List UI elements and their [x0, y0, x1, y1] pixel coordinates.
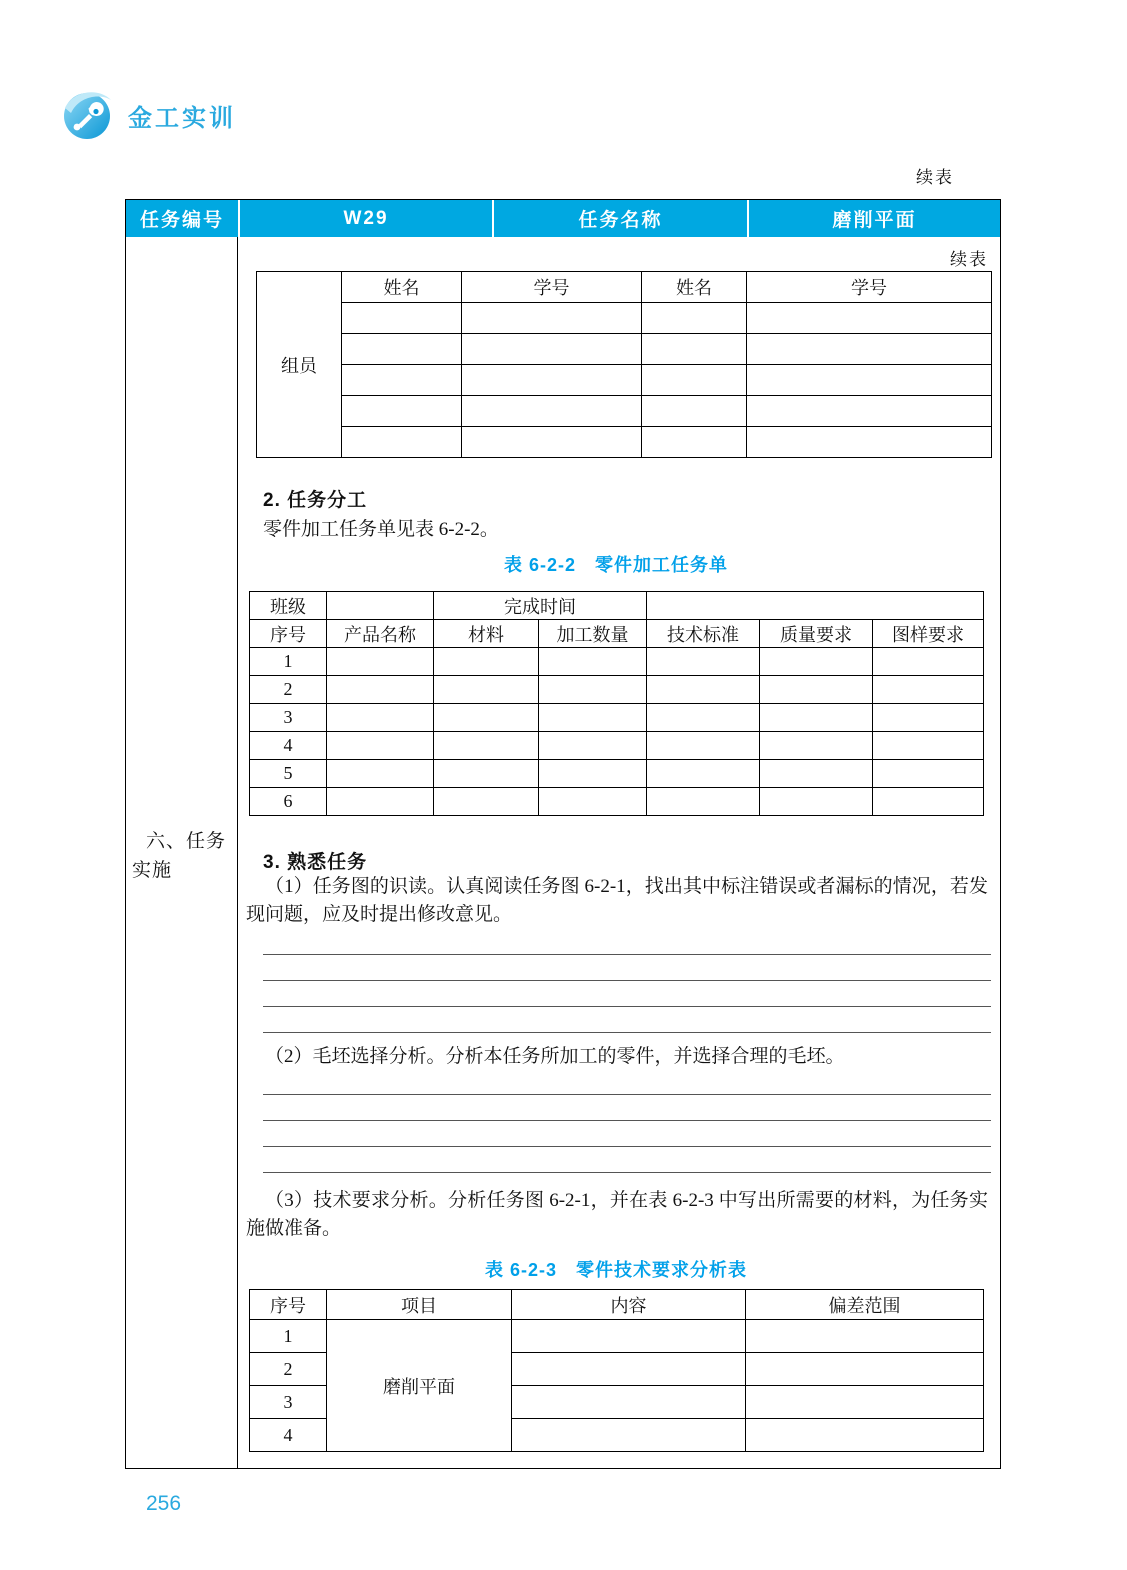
continued-table-label-top: 续表: [916, 168, 954, 187]
blank-cell: [512, 1419, 746, 1452]
paragraph-1: （1）任务图的识读。认真阅读任务图 6-2-1，找出其中标注错误或者漏标的情况，若发现问题，应及时提出修改意见。: [246, 876, 988, 925]
col-header: 序号: [250, 620, 327, 648]
answer-lines-1: [263, 929, 991, 1033]
write-line: [263, 1069, 991, 1095]
write-line: [263, 955, 991, 981]
table-row: [250, 732, 984, 760]
answer-lines-2: [263, 1069, 991, 1173]
blank-cell: [512, 1353, 746, 1386]
members-blank-row: [257, 365, 992, 396]
members-blank-row: [257, 303, 992, 334]
col-header: 技术标准: [647, 620, 760, 648]
members-blank-row: [257, 427, 992, 458]
row-number: 6: [250, 788, 327, 816]
logo-text: 金工实训: [128, 104, 236, 132]
blank-cell: [747, 365, 992, 396]
blank-cell: [342, 303, 462, 334]
blank-cell: [434, 760, 539, 788]
tech-requirements-table: [249, 1289, 984, 1452]
blank-cell: [327, 760, 434, 788]
blank-cell: [747, 334, 992, 365]
blank-cell: [434, 704, 539, 732]
row-number: 1: [250, 1320, 327, 1353]
blank-cell: [434, 732, 539, 760]
blank-cell: [434, 788, 539, 816]
task-sheet-body: [126, 237, 1000, 1468]
section-2-text: 零件加工任务单见表 6-2-2。: [263, 519, 499, 540]
blank-cell: [327, 704, 434, 732]
table-6-2-2-title: 表 6-2-2 零件加工任务单: [503, 555, 729, 575]
blank-cell: [539, 648, 647, 676]
col-header: 内容: [512, 1290, 746, 1320]
write-line: [263, 1095, 991, 1121]
blank-cell: [642, 303, 747, 334]
blank-cell: [342, 396, 462, 427]
blank-cell: [434, 676, 539, 704]
blank-cell: [647, 676, 760, 704]
members-row-label: 组员: [257, 272, 342, 458]
blank-cell: [462, 334, 642, 365]
members-header-name-1: 姓名: [342, 272, 462, 303]
write-line: [263, 1147, 991, 1173]
blank-cell: [539, 676, 647, 704]
blank-cell: [760, 788, 873, 816]
table-row: [250, 648, 984, 676]
write-line: [263, 929, 991, 955]
blank-cell: [647, 648, 760, 676]
blank-cell: [462, 303, 642, 334]
header-task-number-label: 任务编号: [126, 200, 238, 237]
t623-header-row: [250, 1290, 984, 1320]
members-header-row: [257, 272, 992, 303]
task-sheet-header: [126, 200, 1000, 237]
row-number: 1: [250, 648, 327, 676]
blank-cell: [760, 648, 873, 676]
row-number: 4: [250, 732, 327, 760]
members-table: [256, 271, 992, 458]
finish-time-label: 完成时间: [434, 592, 647, 620]
blank-cell: [873, 648, 984, 676]
row-number: 5: [250, 760, 327, 788]
row-number: 3: [250, 704, 327, 732]
blank-cell: [746, 1386, 984, 1419]
blank-cell: [462, 365, 642, 396]
class-label: 班级: [250, 592, 327, 620]
class-row: [250, 592, 984, 620]
blank-cell: [760, 760, 873, 788]
blank-cell: [327, 732, 434, 760]
blank-cell: [760, 676, 873, 704]
section-2-heading: 2. 任务分工: [263, 490, 368, 511]
members-blank-row: [257, 396, 992, 427]
blank-cell: [746, 1419, 984, 1452]
blank-cell: [647, 788, 760, 816]
write-line: [263, 1121, 991, 1147]
blank-cell: [647, 592, 984, 620]
blank-cell: [462, 427, 642, 458]
blank-cell: [539, 788, 647, 816]
col-header: 图样要求: [873, 620, 984, 648]
blank-cell: [873, 788, 984, 816]
header-task-name-value: 磨削平面: [749, 200, 1000, 237]
blank-cell: [642, 427, 747, 458]
blank-cell: [873, 760, 984, 788]
write-line: [263, 981, 991, 1007]
header-task-number-value: W29: [240, 200, 492, 237]
row-number: 2: [250, 676, 327, 704]
col-header: 产品名称: [327, 620, 434, 648]
write-line: [263, 1007, 991, 1033]
paragraph-3: （3）技术要求分析。分析任务图 6-2-1，并在表 6-2-3 中写出所需要的材料，为任务实施做准备。: [246, 1190, 988, 1239]
blank-cell: [747, 396, 992, 427]
content-area: [238, 237, 1000, 1468]
col-header: 加工数量: [539, 620, 647, 648]
table-6-2-3-title: 表 6-2-3 零件技术要求分析表: [484, 1260, 748, 1280]
blank-cell: [512, 1320, 746, 1353]
blank-cell: [434, 648, 539, 676]
members-blank-row: [257, 334, 992, 365]
blank-cell: [747, 303, 992, 334]
section-3-heading: 3. 熟悉任务: [263, 852, 368, 873]
blank-cell: [342, 365, 462, 396]
col-header: 材料: [434, 620, 539, 648]
header-task-name-label: 任务名称: [494, 200, 747, 237]
blank-cell: [539, 704, 647, 732]
col-header: 项目: [327, 1290, 512, 1320]
members-header-name-2: 姓名: [642, 272, 747, 303]
logo-icon: [58, 86, 116, 144]
table-row: [250, 704, 984, 732]
blank-cell: [873, 732, 984, 760]
col-header: 质量要求: [760, 620, 873, 648]
members-header-id-2: 学号: [747, 272, 992, 303]
side-column: [126, 237, 238, 1468]
blank-cell: [512, 1386, 746, 1419]
table-row: [250, 760, 984, 788]
col-header: 序号: [250, 1290, 327, 1320]
blank-cell: [746, 1320, 984, 1353]
blank-cell: [642, 365, 747, 396]
blank-cell: [342, 427, 462, 458]
row-number: 2: [250, 1353, 327, 1386]
blank-cell: [760, 704, 873, 732]
blank-cell: [873, 704, 984, 732]
blank-cell: [327, 592, 434, 620]
project-cell: 磨削平面: [327, 1320, 512, 1452]
blank-cell: [647, 760, 760, 788]
blank-cell: [539, 760, 647, 788]
table-row: [250, 676, 984, 704]
logo: [58, 86, 236, 144]
continued-table-label-inner: 续表: [950, 250, 988, 269]
section-six-label: 六、任务实施: [132, 831, 227, 882]
row-number: 4: [250, 1419, 327, 1452]
blank-cell: [539, 732, 647, 760]
members-header-id-1: 学号: [462, 272, 642, 303]
t622-header-row: [250, 620, 984, 648]
blank-cell: [327, 676, 434, 704]
blank-cell: [647, 732, 760, 760]
blank-cell: [642, 396, 747, 427]
blank-cell: [342, 334, 462, 365]
table-row: [250, 788, 984, 816]
blank-cell: [747, 427, 992, 458]
page-number: 256: [146, 1492, 182, 1515]
blank-cell: [642, 334, 747, 365]
col-header: 偏差范围: [746, 1290, 984, 1320]
blank-cell: [760, 732, 873, 760]
blank-cell: [746, 1353, 984, 1386]
task-sheet: [125, 199, 1001, 1469]
blank-cell: [327, 648, 434, 676]
row-number: 3: [250, 1386, 327, 1419]
blank-cell: [647, 704, 760, 732]
blank-cell: [462, 396, 642, 427]
blank-cell: [873, 676, 984, 704]
blank-cell: [327, 788, 434, 816]
paragraph-2: （2）毛坯选择分析。分析本任务所加工的零件，并选择合理的毛坯。: [265, 1046, 845, 1067]
task-assignment-table: [249, 591, 984, 816]
table-row: [250, 1320, 984, 1353]
